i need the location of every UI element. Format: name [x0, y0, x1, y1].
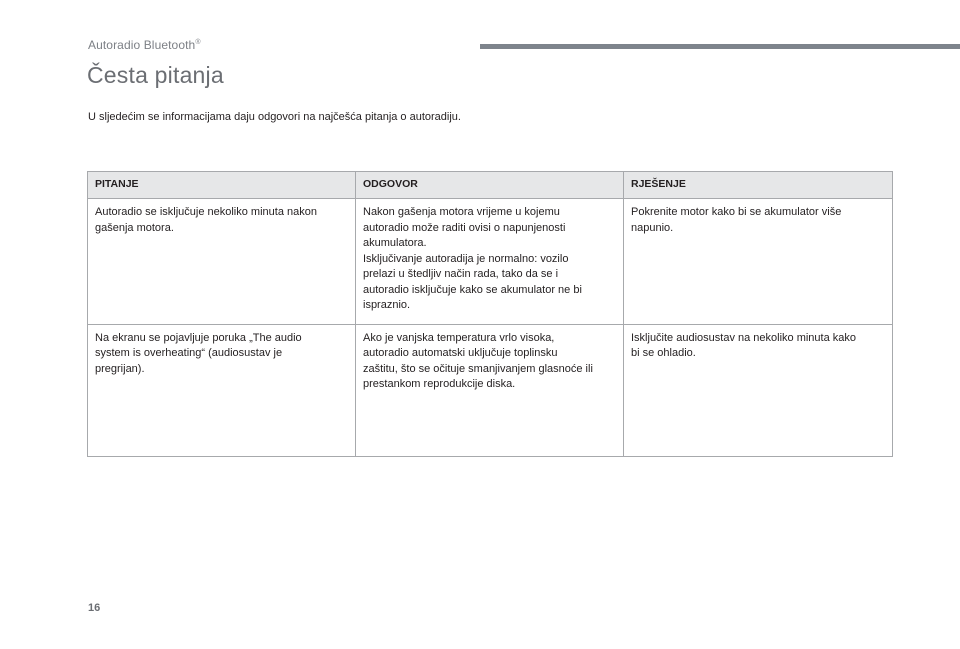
- text-line: autoradio isključuje kako se akumulator ne bi: [363, 283, 582, 296]
- text-line: Nakon gašenja motora vrijeme u kojemu: [363, 206, 560, 218]
- table-row: [88, 324, 893, 456]
- answer-cell: [356, 199, 624, 325]
- text-line: Ako je vanjska temperatura vrlo visoka,: [363, 331, 555, 344]
- text-line: prestankom reprodukcije diska.: [363, 378, 516, 391]
- text-line: ispraznio.: [363, 299, 411, 311]
- faq-table: [87, 171, 893, 457]
- solution-cell: [624, 199, 893, 325]
- text-line: gašenja motora.: [95, 221, 174, 234]
- section-header-text: Autoradio Bluetooth: [88, 38, 196, 52]
- text-line: Autoradio se isključuje nekoliko minuta nakon: [95, 206, 317, 218]
- page-number: 16: [88, 602, 101, 614]
- text-line: autoradio može raditi ovisi o napunjenosti: [363, 221, 566, 234]
- text-line: pregrijan).: [95, 362, 145, 375]
- text-line: system is overheating“ (audiosustav je: [95, 347, 283, 360]
- section-header: [88, 38, 201, 52]
- text-line: autoradio automatski uključuje toplinsku: [363, 347, 558, 360]
- text-line: zaštitu, što se očituje smanjivanjem glasnoće ili: [363, 362, 593, 375]
- column-header-solution: RJEŠENJE: [624, 172, 893, 199]
- text-line: prelazi u štedljiv način rada, tako da se i: [363, 268, 559, 280]
- text-line: bi se ohladio.: [631, 347, 696, 360]
- intro-text: U sljedećim se informacijama daju odgovori na najčešća pitanja o autoradiju.: [88, 111, 461, 123]
- text-line: Isključivanje autoradija je normalno: vozilo: [363, 252, 569, 265]
- question-cell: [88, 199, 356, 325]
- text-line: Isključite audiosustav na nekoliko minuta kako: [631, 331, 857, 344]
- column-header-answer: ODGOVOR: [356, 172, 624, 199]
- table-row: [88, 199, 893, 325]
- answer-cell: [356, 324, 624, 456]
- page-title: Česta pitanja: [87, 62, 224, 88]
- table-header-row: [88, 172, 893, 199]
- solution-cell: [624, 324, 893, 456]
- header-rule: [480, 44, 960, 49]
- text-line: napunio.: [631, 221, 674, 234]
- text-line: Pokrenite motor kako bi se akumulator više: [631, 206, 842, 218]
- question-cell: [88, 324, 356, 456]
- registered-mark: ®: [195, 39, 201, 46]
- text-line: Na ekranu se pojavljuje poruka „The audio: [95, 331, 302, 344]
- text-line: akumulatora.: [363, 237, 427, 249]
- column-header-question: PITANJE: [88, 172, 356, 199]
